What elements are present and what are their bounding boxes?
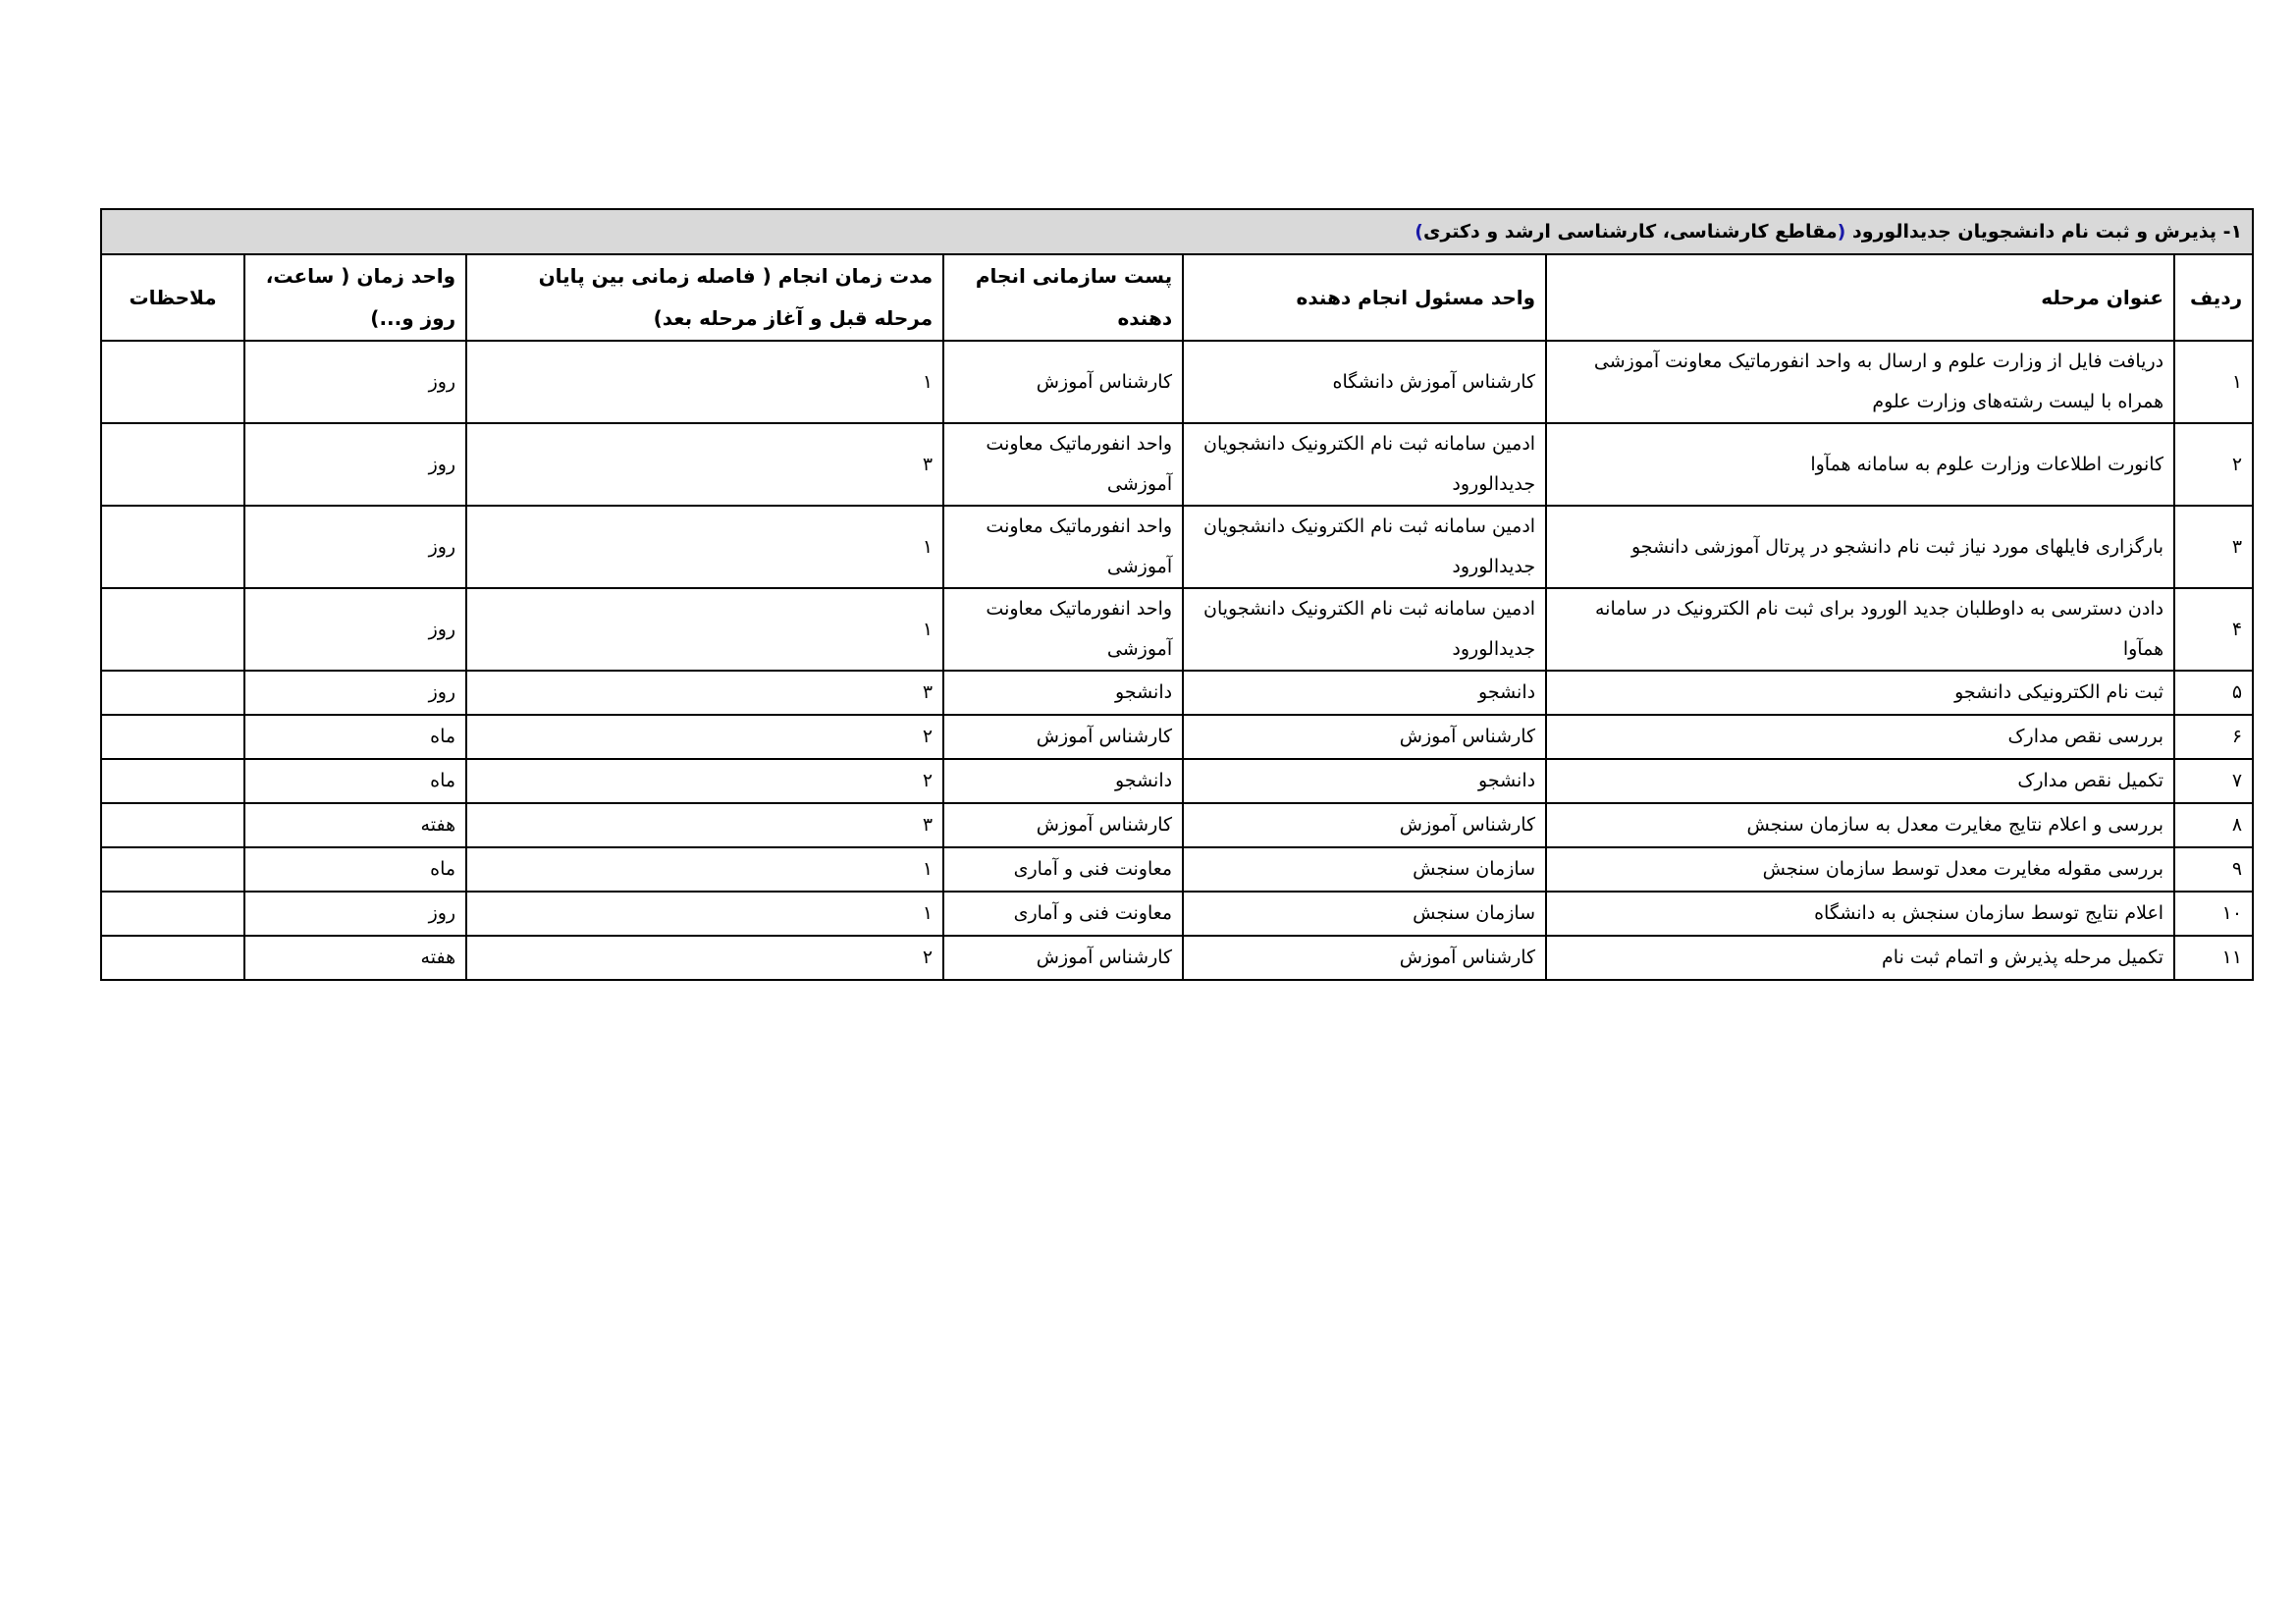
cell-row: ۵	[2174, 671, 2253, 715]
cell-stage-title: دادن دسترسی به داوطلبان جدید الورود برای ثبت نام الکترونیک در سامانه همآوا	[1546, 588, 2174, 671]
cell-stage-title: بررسی نقص مدارک	[1546, 715, 2174, 759]
section-subtitle-close: )	[1415, 221, 1423, 243]
cell-duration: ۱	[466, 506, 943, 588]
cell-stage-title: تکمیل مرحله پذیرش و اتمام ثبت نام	[1546, 936, 2174, 980]
cell-org-post: واحد انفورماتیک معاونت آموزشی	[943, 423, 1183, 506]
cell-org-post: دانشجو	[943, 759, 1183, 803]
cell-time-unit: روز	[244, 892, 466, 936]
cell-org-post: کارشناس آموزش	[943, 341, 1183, 423]
cell-stage-title: دریافت فایل از وزارت علوم و ارسال به واحد انفورماتیک معاونت آموزشی همراه با لیست رشته‌های وزارت علوم	[1546, 341, 2174, 423]
table-row	[101, 588, 2253, 671]
cell-stage-title: بررسی مقوله مغایرت معدل توسط سازمان سنجش	[1546, 847, 2174, 892]
cell-duration: ۲	[466, 936, 943, 980]
cell-remarks	[101, 506, 244, 588]
table-row	[101, 759, 2253, 803]
cell-row: ۹	[2174, 847, 2253, 892]
cell-remarks	[101, 803, 244, 847]
cell-org-post: واحد انفورماتیک معاونت آموزشی	[943, 588, 1183, 671]
cell-org-post: معاونت فنی و آماری	[943, 847, 1183, 892]
table-row	[101, 671, 2253, 715]
header-remarks: ملاحظات	[101, 254, 244, 341]
cell-time-unit: روز	[244, 588, 466, 671]
cell-duration: ۲	[466, 759, 943, 803]
cell-responsible-unit: دانشجو	[1183, 671, 1546, 715]
cell-remarks	[101, 423, 244, 506]
cell-duration: ۱	[466, 892, 943, 936]
cell-duration: ۱	[466, 588, 943, 671]
cell-responsible-unit: سازمان سنجش	[1183, 847, 1546, 892]
cell-duration: ۳	[466, 671, 943, 715]
cell-row: ۷	[2174, 759, 2253, 803]
section-title-row	[101, 209, 2253, 254]
cell-responsible-unit: سازمان سنجش	[1183, 892, 1546, 936]
header-time-unit: واحد زمان ( ساعت، روز و...)	[244, 254, 466, 341]
cell-duration: ۳	[466, 803, 943, 847]
cell-time-unit: ماه	[244, 759, 466, 803]
cell-org-post: دانشجو	[943, 671, 1183, 715]
cell-row: ۱۱	[2174, 936, 2253, 980]
cell-duration: ۱	[466, 847, 943, 892]
cell-time-unit: روز	[244, 506, 466, 588]
cell-row: ۶	[2174, 715, 2253, 759]
cell-stage-title: بارگزاری فایلهای مورد نیاز ثبت نام دانشجو در پرتال آموزشی دانشجو	[1546, 506, 2174, 588]
cell-duration: ۲	[466, 715, 943, 759]
cell-responsible-unit: ادمین سامانه ثبت نام الکترونیک دانشجویان جدیدالورود	[1183, 588, 1546, 671]
table-row	[101, 423, 2253, 506]
cell-time-unit: ماه	[244, 847, 466, 892]
cell-row: ۱۰	[2174, 892, 2253, 936]
table-row	[101, 341, 2253, 423]
process-table	[100, 208, 2254, 981]
cell-remarks	[101, 715, 244, 759]
section-number: ۱-	[2222, 221, 2243, 243]
cell-responsible-unit: کارشناس آموزش	[1183, 715, 1546, 759]
cell-remarks	[101, 341, 244, 423]
header-row	[101, 254, 2253, 341]
cell-responsible-unit: کارشناس آموزش	[1183, 803, 1546, 847]
table-body	[101, 209, 2253, 980]
cell-row: ۴	[2174, 588, 2253, 671]
header-org-post: پست سازمانی انجام دهنده	[943, 254, 1183, 341]
section-subtitle-open: (	[1837, 221, 1846, 243]
table-row	[101, 936, 2253, 980]
cell-stage-title: تکمیل نقص مدارک	[1546, 759, 2174, 803]
cell-stage-title: ثبت نام الکترونیکی دانشجو	[1546, 671, 2174, 715]
cell-row: ۳	[2174, 506, 2253, 588]
cell-remarks	[101, 847, 244, 892]
cell-stage-title: کانورت اطلاعات وزارت علوم به سامانه همآوا	[1546, 423, 2174, 506]
cell-responsible-unit: کارشناس آموزش دانشگاه	[1183, 341, 1546, 423]
header-row-number: ردیف	[2174, 254, 2253, 341]
cell-time-unit: هفته	[244, 936, 466, 980]
cell-time-unit: ماه	[244, 715, 466, 759]
cell-remarks	[101, 759, 244, 803]
cell-remarks	[101, 936, 244, 980]
cell-time-unit: روز	[244, 671, 466, 715]
section-subtitle: مقاطع کارشناسی، کارشناسی ارشد و دکتری	[1422, 221, 1838, 243]
cell-row: ۱	[2174, 341, 2253, 423]
table-row	[101, 892, 2253, 936]
cell-remarks	[101, 588, 244, 671]
cell-stage-title: اعلام نتایج توسط سازمان سنجش به دانشگاه	[1546, 892, 2174, 936]
table-row	[101, 715, 2253, 759]
cell-time-unit: روز	[244, 341, 466, 423]
cell-stage-title: بررسی و اعلام نتایج مغایرت معدل به سازمان سنجش	[1546, 803, 2174, 847]
cell-time-unit: هفته	[244, 803, 466, 847]
cell-remarks	[101, 671, 244, 715]
cell-responsible-unit: ادمین سامانه ثبت نام الکترونیک دانشجویان جدیدالورود	[1183, 506, 1546, 588]
cell-duration: ۱	[466, 341, 943, 423]
cell-org-post: واحد انفورماتیک معاونت آموزشی	[943, 506, 1183, 588]
cell-responsible-unit: کارشناس آموزش	[1183, 936, 1546, 980]
cell-time-unit: روز	[244, 423, 466, 506]
header-stage-title: عنوان مرحله	[1546, 254, 2174, 341]
cell-row: ۸	[2174, 803, 2253, 847]
cell-remarks	[101, 892, 244, 936]
table-row	[101, 803, 2253, 847]
cell-responsible-unit: دانشجو	[1183, 759, 1546, 803]
cell-org-post: کارشناس آموزش	[943, 715, 1183, 759]
cell-org-post: کارشناس آموزش	[943, 803, 1183, 847]
process-table-sheet	[100, 208, 2252, 981]
cell-duration: ۳	[466, 423, 943, 506]
section-title-cell	[101, 209, 2253, 254]
header-duration: مدت زمان انجام ( فاصله زمانی بین پایان مرحله قبل و آغاز مرحله بعد)	[466, 254, 943, 341]
cell-responsible-unit: ادمین سامانه ثبت نام الکترونیک دانشجویان جدیدالورود	[1183, 423, 1546, 506]
section-title: پذیرش و ثبت نام دانشجویان جدیدالورود	[1851, 221, 2216, 243]
cell-row: ۲	[2174, 423, 2253, 506]
cell-org-post: معاونت فنی و آماری	[943, 892, 1183, 936]
header-responsible-unit: واحد مسئول انجام دهنده	[1183, 254, 1546, 341]
cell-org-post: کارشناس آموزش	[943, 936, 1183, 980]
table-row	[101, 847, 2253, 892]
table-row	[101, 506, 2253, 588]
